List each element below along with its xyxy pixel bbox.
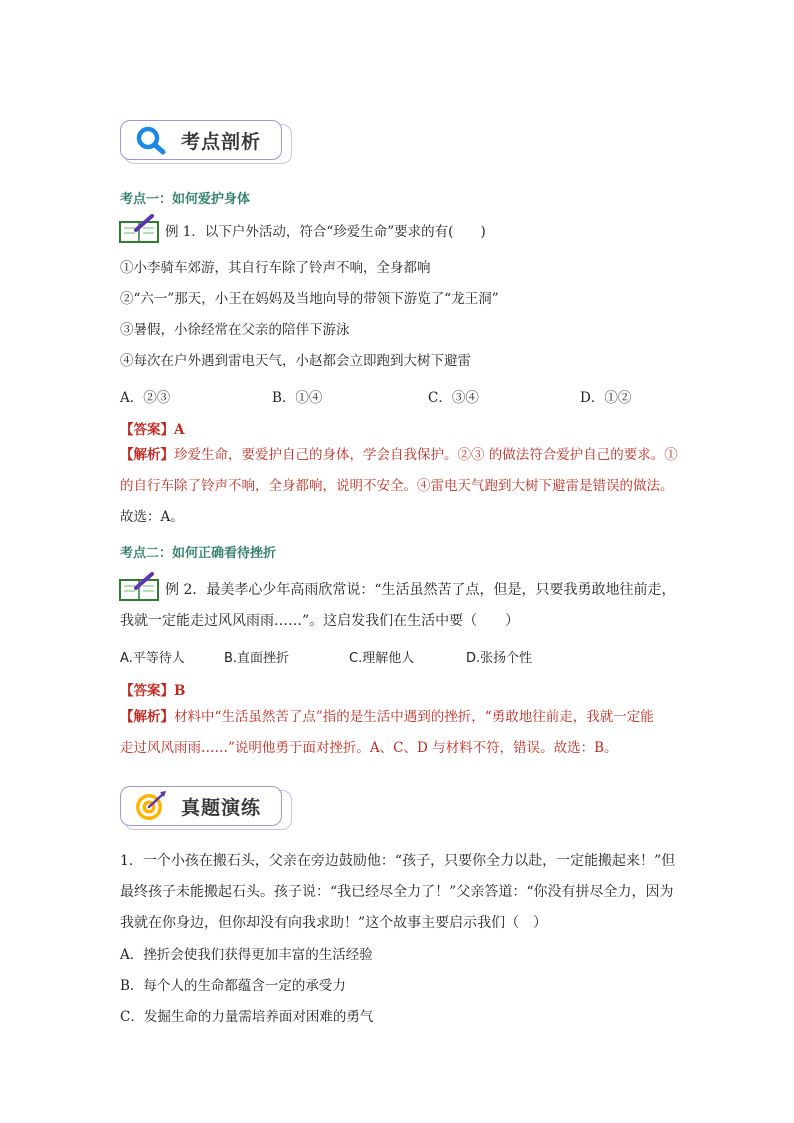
example-2-answer — [120, 679, 185, 699]
example-1-option-d: D．①② — [580, 390, 632, 406]
example-1-item-1: ①小李骑车郊游，其自行车除了铃声不响，全身都响 — [120, 260, 431, 276]
example-1-analysis-line-2: 的自行车除了铃声不响，全身都响，说明不安全。④雷电天气跑到大树下避雷是错误的做法。 — [120, 478, 674, 494]
analysis-text: 材料中“生活虽然苦了点”指的是生活中遇到的挫折，“勇敢地往前走，我就一定能 — [174, 709, 654, 725]
answer-value: B — [174, 683, 186, 699]
question-1-option-c: C．发掘生命的力量需培养面对困难的勇气 — [120, 1009, 374, 1025]
target-icon — [133, 790, 167, 822]
answer-label: 【答案】 — [120, 422, 174, 438]
example-1-option-c: C．③④ — [428, 390, 479, 406]
example-2-question-line-1: 例 2．最美孝心少年高雨欣常说：“生活虽然苦了点，但是，只要我勇敢地往前走， — [165, 582, 676, 598]
key-point-2-label: 考点二：如何正确看待挫折 — [120, 546, 277, 561]
section-banner-analysis — [120, 120, 292, 164]
section-title-practice: 真题演练 — [181, 797, 262, 819]
section-title-analysis: 考点剖析 — [181, 131, 262, 153]
example-2-analysis-line-1 — [120, 711, 654, 725]
example-1-item-3: ③暑假，小徐经常在父亲的陪伴下游泳 — [120, 322, 350, 338]
question-1-option-a: A．挫折会使我们获得更加丰富的生活经验 — [120, 947, 373, 963]
analysis-text: 珍爱生命，要爱护自己的身体，学会自我保护。②③ 的做法符合爱护自己的要求。① — [174, 447, 678, 463]
key-point-1-label: 考点一：如何爱护身体 — [120, 192, 251, 207]
answer-value: A — [174, 422, 185, 438]
section-banner-practice — [120, 786, 292, 830]
example-1-item-2: ②“六一”那天，小王在妈妈及当地向导的带领下游览了“龙王洞” — [120, 291, 499, 307]
banner-inner — [120, 120, 282, 160]
example-2-option-d: D.张扬个性 — [466, 651, 533, 666]
question-1-line-2: 最终孩子未能搬起石头。孩子说：“我已经尽全力了！”父亲答道：“你没有拼尽全力，因为 — [120, 884, 674, 900]
question-1-line-3: 我就在你身边，但你却没有向我求助！”这个故事主要启示我们（ ） — [120, 915, 548, 931]
book-pencil-icon — [118, 572, 162, 602]
example-1-option-a: A．②③ — [120, 390, 171, 406]
book-pencil-icon — [118, 214, 162, 244]
example-1-answer — [120, 418, 184, 438]
analysis-label: 【解析】 — [120, 709, 174, 725]
example-1-conclusion: 故选：A。 — [120, 509, 184, 525]
example-1-option-b: B．①④ — [272, 390, 323, 406]
example-1-item-4: ④每次在户外遇到雷电天气，小赵都会立即跑到大树下避雷 — [120, 353, 471, 369]
example-1-question: 例 1．以下户外活动，符合“珍爱生命”要求的有( ) — [165, 224, 486, 240]
example-2-analysis-line-2: 走过风风雨雨……”说明他勇于面对挫折。A、C、D 与材料不符，错误。故选：B。 — [120, 740, 618, 756]
magnifier-icon — [135, 125, 167, 155]
analysis-label: 【解析】 — [120, 447, 174, 463]
answer-label: 【答案】 — [120, 683, 174, 699]
example-2-option-c: C.理解他人 — [349, 651, 415, 666]
question-1-option-b: B．每个人的生命都蕴含一定的承受力 — [120, 978, 346, 994]
example-2-option-a: A.平等待人 — [120, 651, 185, 666]
banner-inner — [120, 786, 282, 826]
example-1-analysis-line-1 — [120, 449, 678, 463]
question-1-line-1: 1．一个小孩在搬石头，父亲在旁边鼓励他：“孩子，只要你全力以赴，一定能搬起来！”但 — [120, 853, 676, 869]
example-2-question-line-2: 我就一定能走过风风雨雨……”。这启发我们在生活中要（ ） — [120, 613, 520, 629]
example-2-option-b: B.直面挫折 — [224, 651, 290, 666]
